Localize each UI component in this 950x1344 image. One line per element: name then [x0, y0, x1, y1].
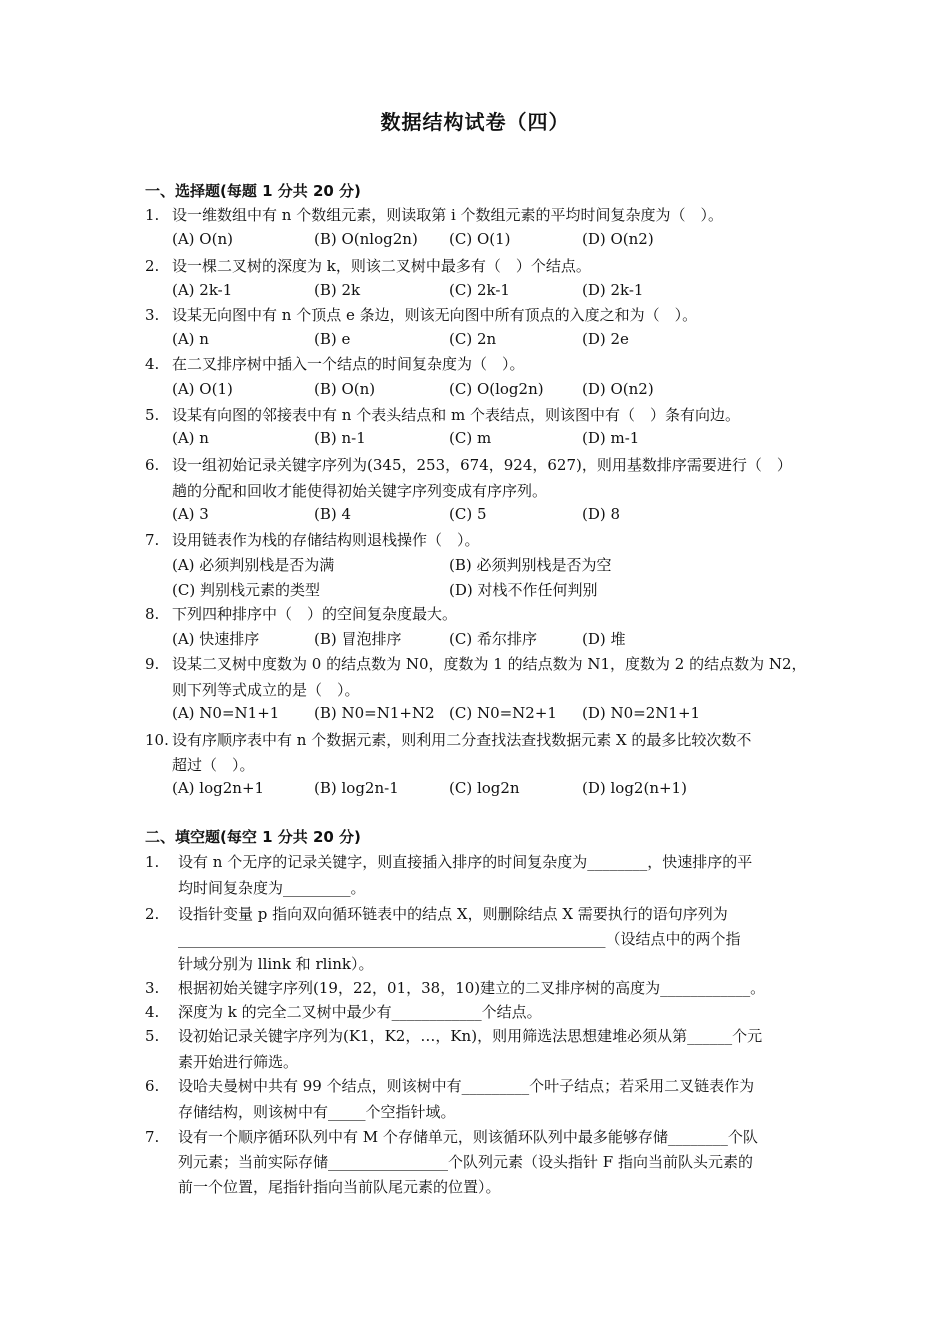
- question-number: 6.: [145, 1077, 160, 1095]
- mcq-question: [145, 529, 810, 550]
- fill-question: [145, 1001, 777, 1022]
- page-title: 数据结构试卷（四）: [380, 110, 570, 134]
- question-text: 根据初始关键字序列(19，22，01，38，10)建立的二叉排序树的高度为____________。: [178, 979, 766, 997]
- answer-option: (B) O(nlog2n): [314, 230, 418, 248]
- answer-option: (C) N0=N2+1: [449, 704, 557, 722]
- question-number: 5.: [145, 406, 160, 424]
- question-text-continued: 趟的分配和回收才能使得初始关键字序列变成有序序列。: [172, 482, 548, 500]
- answer-option: (D) 2e: [582, 330, 629, 348]
- answer-option: (A) 3: [172, 505, 209, 523]
- question-text: 设一组初始记录关键字序列为(345，253，674，924，627)，则用基数排序需要进行（ ）: [172, 456, 792, 474]
- answer-option: (D) O(n2): [582, 230, 654, 248]
- answer-option: (B) n-1: [314, 429, 366, 447]
- mcq-question: [145, 204, 810, 225]
- answer-option: (A) N0=N1+1: [172, 704, 280, 722]
- question-text: 设有 n 个无序的记录关键字，则直接插入排序的时间复杂度为________，快速排序的平: [178, 853, 753, 871]
- question-text: 设有序顺序表中有 n 个数据元素，则利用二分查找法查找数据元素 X 的最多比较次数不: [172, 731, 752, 749]
- answer-option: (B) log2n-1: [314, 779, 399, 797]
- question-number: 10.: [145, 731, 169, 749]
- answer-option: (C) 2n: [449, 330, 497, 348]
- question-number: 3.: [145, 979, 160, 997]
- mcq-question: [145, 304, 810, 325]
- question-number: 8.: [145, 605, 160, 623]
- question-text: 设某二叉树中度数为 0 的结点数为 N0，度数为 1 的结点数为 N1，度数为 2 的结点数为 N2，: [172, 655, 807, 673]
- mcq-question: [145, 603, 810, 624]
- fill-question: [145, 1025, 777, 1046]
- fill-question: [145, 1075, 777, 1096]
- question-number: 6.: [145, 456, 160, 474]
- answer-option: (B) 4: [314, 505, 352, 523]
- mcq-question: [145, 653, 810, 674]
- question-text: 设有一个顺序循环队列中有 M 个存储单元，则该循环队列中最多能够存储________个队: [178, 1128, 758, 1146]
- question-number: 7.: [145, 531, 160, 549]
- section-heading-fill-in: 二、填空题(每空 1 分共 20 分): [145, 828, 361, 846]
- mcq-question: [145, 454, 810, 475]
- fill-question: [145, 977, 777, 998]
- question-number: 1.: [145, 853, 160, 871]
- question-text-continued: 超过（ ）。: [172, 756, 255, 774]
- answer-option: (C) O(log2n): [449, 380, 544, 398]
- question-text-continued: 均时间复杂度为_________。: [178, 879, 366, 897]
- mcq-question: [145, 404, 810, 425]
- answer-option: (D) 8: [582, 505, 621, 523]
- question-number: 9.: [145, 655, 160, 673]
- answer-option: (D) 对栈不作任何判别: [449, 581, 598, 599]
- question-text: 在二叉排序树中插入一个结点的时间复杂度为（ ）。: [172, 355, 525, 373]
- mcq-question: [145, 729, 810, 750]
- question-text-continued: 针域分别为 llink 和 rlink）。: [178, 955, 374, 973]
- answer-option: (A) 必须判别栈是否为满: [172, 556, 335, 574]
- question-text: 设哈夫曼树中共有 99 个结点，则该树中有_________个叶子结点；若采用二叉链表作为: [178, 1077, 755, 1095]
- question-number: 5.: [145, 1027, 160, 1045]
- question-text-continued: 列元素；当前实际存储________________个队列元素（设头指针 F 指向当前队头元素的: [178, 1153, 753, 1171]
- answer-option: (D) N0=2N1+1: [582, 704, 701, 722]
- question-text: 设用链表作为栈的存储结构则退栈操作（ ）。: [172, 531, 480, 549]
- answer-option: (B) e: [314, 330, 351, 348]
- fill-question: [145, 1126, 777, 1147]
- answer-option: (D) 堆: [582, 630, 626, 648]
- question-text: 深度为 k 的完全二叉树中最少有____________个结点。: [178, 1003, 542, 1021]
- answer-option: (A) O(n): [172, 230, 233, 248]
- question-text: 设初始记录关键字序列为(K1，K2，…，Kn)，则用筛选法思想建堆必须从第______个元: [178, 1027, 763, 1045]
- mcq-question: [145, 255, 810, 276]
- answer-option: (C) log2n: [449, 779, 520, 797]
- question-text: 设某无向图中有 n 个顶点 e 条边，则该无向图中所有顶点的入度之和为（ ）。: [172, 306, 698, 324]
- answer-option: (D) log2(n+1): [582, 779, 687, 797]
- question-text: 设一棵二叉树的深度为 k，则该二叉树中最多有（ ）个结点。: [172, 257, 591, 275]
- answer-option: (A) n: [172, 429, 209, 447]
- answer-option: (A) n: [172, 330, 209, 348]
- section-heading-multiple-choice: 一、选择题(每题 1 分共 20 分): [145, 182, 361, 200]
- answer-option: (B) N0=N1+N2: [314, 704, 435, 722]
- answer-option: (A) log2n+1: [172, 779, 265, 797]
- answer-option: (B) 2k: [314, 281, 361, 299]
- answer-option: (C) m: [449, 429, 492, 447]
- question-text: 设一维数组中有 n 个数组元素，则读取第 i 个数组元素的平均时间复杂度为（ ）。: [172, 206, 724, 224]
- answer-option: (C) 判别栈元素的类型: [172, 581, 320, 599]
- question-number: 2.: [145, 905, 160, 923]
- question-text-continued: 存储结构，则该树中有_____个空指针域。: [178, 1103, 456, 1121]
- answer-option: (A) 快速排序: [172, 630, 260, 648]
- answer-option: (C) 2k-1: [449, 281, 510, 299]
- fill-question: [145, 903, 777, 924]
- answer-option: (D) m-1: [582, 429, 640, 447]
- question-text-continued: 则下列等式成立的是（ ）。: [172, 681, 360, 699]
- question-number: 1.: [145, 206, 160, 224]
- question-number: 4.: [145, 1003, 160, 1021]
- answer-option: (D) O(n2): [582, 380, 654, 398]
- answer-option: (A) 2k-1: [172, 281, 233, 299]
- question-number: 4.: [145, 355, 160, 373]
- answer-option: (C) O(1): [449, 230, 511, 248]
- answer-option: (A) O(1): [172, 380, 233, 398]
- answer-option: (B) 冒泡排序: [314, 630, 402, 648]
- mcq-question: [145, 353, 810, 374]
- answer-option: (B) O(n): [314, 380, 376, 398]
- answer-option: (D) 2k-1: [582, 281, 644, 299]
- answer-option: (C) 希尔排序: [449, 630, 537, 648]
- answer-option: (B) 必须判别栈是否为空: [449, 556, 612, 574]
- question-text: 设指针变量 p 指向双向循环链表中的结点 X，则删除结点 X 需要执行的语句序列为: [178, 905, 728, 923]
- question-text: 设某有向图的邻接表中有 n 个表头结点和 m 个表结点，则该图中有（ ）条有向边。: [172, 406, 740, 424]
- question-text-continued: _________________________________________________________（设结点中的两个指: [178, 930, 741, 948]
- question-text-continued: 素开始进行筛选。: [178, 1053, 299, 1071]
- question-number: 3.: [145, 306, 160, 324]
- fill-question: [145, 851, 777, 872]
- question-text: 下列四种排序中（ ）的空间复杂度最大。: [172, 605, 458, 623]
- question-number: 7.: [145, 1128, 160, 1146]
- question-number: 2.: [145, 257, 160, 275]
- answer-option: (C) 5: [449, 505, 487, 523]
- question-text-continued: 前一个位置，尾指针指向当前队尾元素的位置）。: [178, 1178, 501, 1196]
